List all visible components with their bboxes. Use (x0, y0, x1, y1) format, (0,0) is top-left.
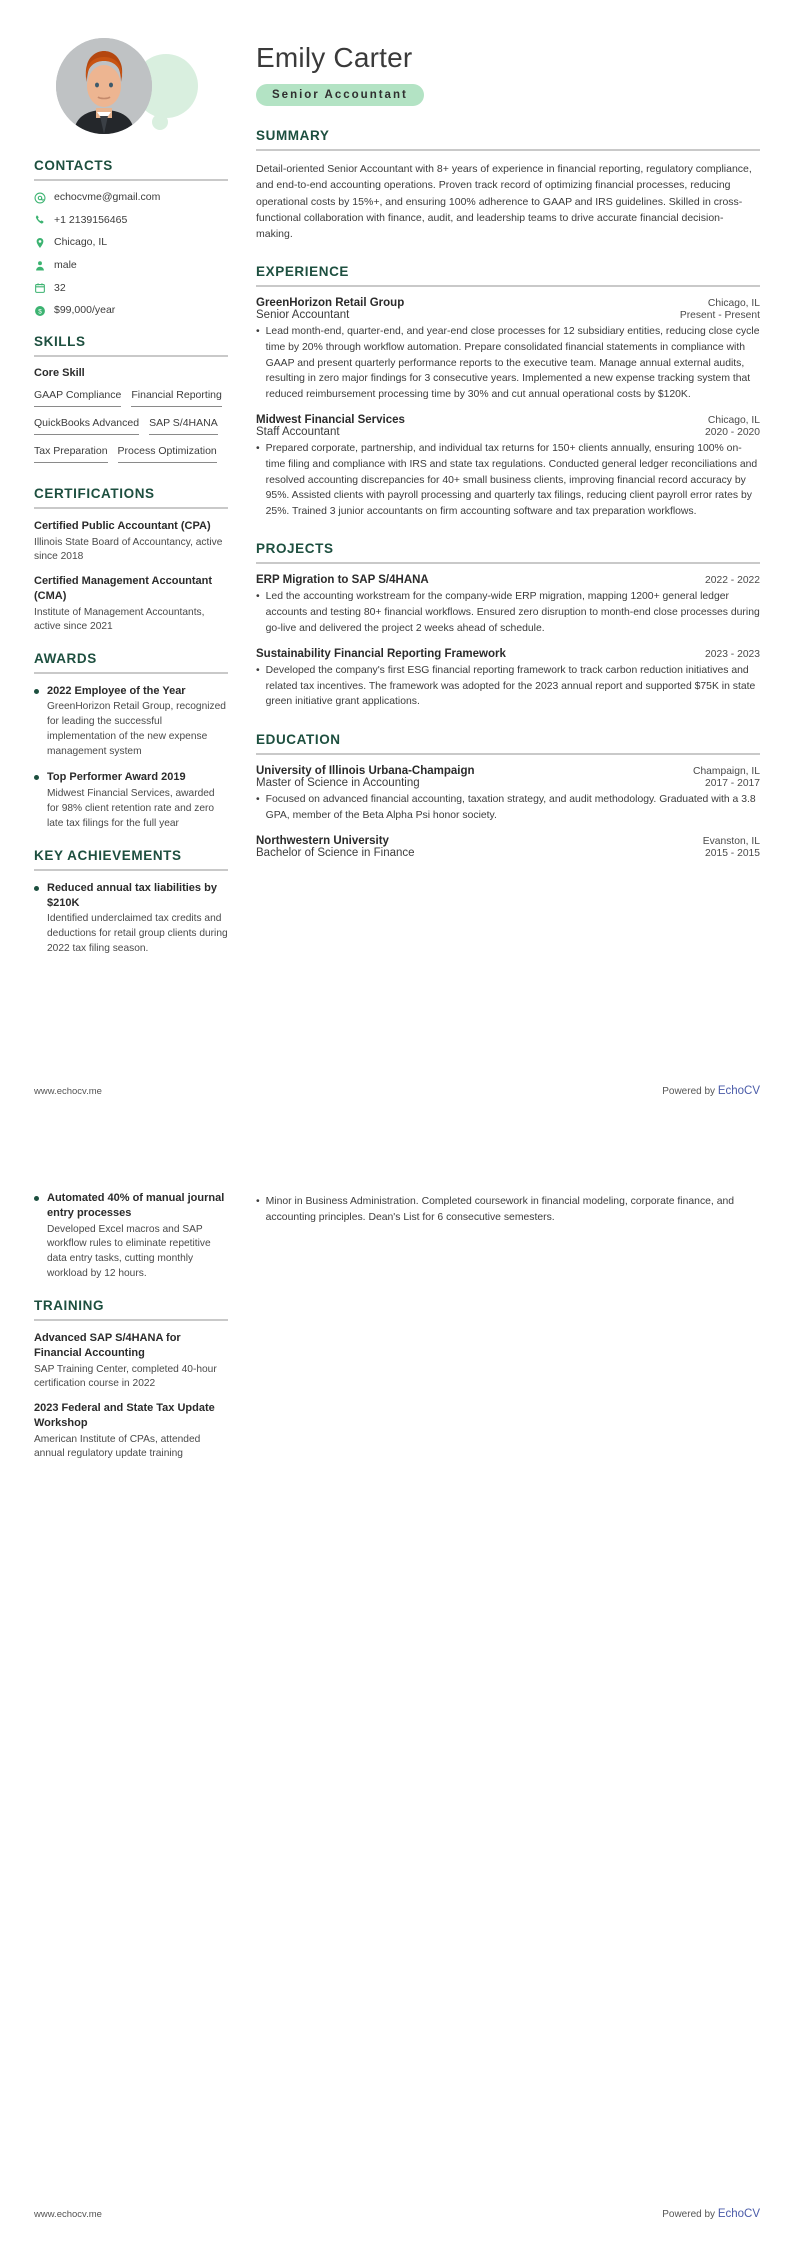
contact-location-value: Chicago, IL (54, 236, 108, 249)
experience-bullets (256, 324, 760, 402)
contact-salary (34, 304, 228, 318)
bullet-dot-icon (34, 1196, 39, 1201)
bullet-dot-icon (34, 689, 39, 694)
project-dates: 2023 - 2023 (705, 649, 760, 661)
award-item (34, 770, 228, 831)
certification-subtitle: Institute of Management Accountants, active since 2021 (34, 606, 205, 633)
certification-item (34, 574, 228, 634)
training-title: 2023 Federal and State Tax Update Workshop (34, 1402, 215, 1429)
summary-heading: SUMMARY (256, 128, 330, 143)
footer-brand (662, 2208, 760, 2220)
experience-location: Chicago, IL (707, 415, 760, 427)
education-dates: 2015 - 2015 (705, 848, 760, 860)
award-item (34, 684, 228, 760)
contact-email-value: echocvme@gmail.com (54, 191, 161, 203)
education-heading: EDUCATION (256, 732, 341, 748)
bullet-dot-icon (34, 886, 39, 891)
training-item (34, 1401, 228, 1461)
achievement-item (34, 1191, 228, 1282)
project-dates: 2022 - 2022 (705, 575, 760, 587)
footer-website[interactable]: www.echocv.me (34, 2208, 102, 2220)
project-bullets (256, 663, 760, 710)
education-bullets-continued (256, 1194, 760, 1225)
footer-brand-name: EchoCV (717, 2208, 760, 2220)
person-icon (34, 260, 46, 272)
skill-tag[interactable]: Tax Preparation (34, 442, 108, 463)
footer-brand-prefix: Powered by (662, 1086, 716, 1097)
left-sidebar (34, 30, 242, 1123)
experience-location: Chicago, IL (707, 298, 760, 310)
education-bullets (256, 792, 760, 823)
project-entry (256, 574, 760, 636)
contact-location (34, 236, 228, 250)
key-achievements-heading: KEY ACHIEVEMENTS (34, 847, 182, 863)
email-icon (34, 192, 46, 204)
phone-icon (34, 214, 46, 226)
skills-divider (34, 355, 228, 357)
page-footer (34, 2208, 760, 2220)
bullet-marker: • (256, 591, 260, 603)
location-icon (34, 237, 46, 249)
experience-heading: EXPERIENCE (256, 264, 350, 280)
education-location: Champaign, IL (693, 766, 760, 778)
contact-age (34, 282, 228, 296)
certification-subtitle: Illinois State Board of Accountancy, active since 2018 (34, 536, 223, 562)
project-title: Sustainability Financial Reporting Framework (256, 648, 506, 661)
contacts-divider (34, 179, 228, 181)
avatar (56, 38, 152, 134)
skill-tag[interactable]: QuickBooks Advanced (34, 414, 139, 435)
list-item (256, 1194, 760, 1225)
skills-heading: SKILLS (34, 333, 86, 349)
skill-tag[interactable]: SAP S/4HANA (149, 414, 218, 435)
certification-title: Certified Public Accountant (CPA) (34, 519, 211, 532)
summary-text: Detail-oriented Senior Accountant with 8+ years of experience in financial reporting, regulatory compliance, and end-to-end accounting operations. Proven track record of optimizing financial processes, reducing operational costs by 15%+, and ensuring 100% adherence to GAAP and IRS guidelines. Skilled in cross-functional collaboration with finance, audit, and leadership teams to drive accurate financial decision-making. (256, 163, 752, 241)
list-item (256, 663, 760, 710)
skills-list (34, 386, 228, 470)
awards-divider (34, 672, 228, 674)
experience-org: Midwest Financial Services (256, 414, 405, 427)
training-item (34, 1331, 228, 1391)
bullet-marker: • (256, 1196, 260, 1207)
experience-entry (256, 297, 760, 402)
summary-divider (256, 149, 760, 151)
experience-role: Staff Accountant (256, 426, 340, 439)
left-sidebar-page2 (34, 1153, 242, 2246)
bullet-marker: • (256, 443, 260, 455)
skill-tag[interactable]: Process Optimization (118, 442, 217, 463)
skills-group-title: Core Skill (34, 366, 85, 379)
award-description: Midwest Financial Services, awarded for 98% client retention rate and zero late tax filings for the full year (47, 788, 215, 829)
experience-bullets (256, 441, 760, 519)
experience-entry (256, 414, 760, 519)
achievement-title: Reduced annual tax liabilities by $210K (47, 881, 217, 909)
contact-gender (34, 259, 228, 273)
main-content-page2 (242, 1153, 760, 2246)
education-dates: 2017 - 2017 (705, 778, 760, 790)
contact-phone-value: +1 2139156465 (54, 213, 128, 226)
contact-phone[interactable] (34, 214, 228, 228)
awards-heading: AWARDS (34, 650, 97, 666)
training-subtitle: American Institute of CPAs, attended annual regulatory update training (34, 1433, 201, 1460)
project-entry (256, 648, 760, 710)
achievement-description: Identified underclaimed tax credits and deductions for retail group clients during 2022 tax filing season. (47, 913, 228, 954)
contacts-heading: CONTACTS (34, 158, 113, 173)
list-item (256, 441, 760, 519)
footer-brand-prefix: Powered by (662, 2209, 716, 2220)
experience-divider (256, 285, 760, 287)
contact-email[interactable] (34, 191, 228, 205)
bullet-dot-icon (34, 775, 39, 780)
resume-page-2 (0, 1123, 794, 2246)
footer-brand (662, 1085, 760, 1097)
education-org: Northwestern University (256, 835, 389, 848)
calendar-icon (34, 282, 46, 294)
bullet-text: Developed the company's first ESG financial reporting framework to track carbon reduction initiatives and related tax incentives. The framework was adopted for the 2023 annual report and supported $75K in state green initiative grant applications. (265, 665, 756, 708)
training-divider (34, 1319, 228, 1321)
contact-salary-value: $99,000/year (54, 304, 116, 317)
education-org: University of Illinois Urbana-Champaign (256, 765, 475, 778)
contact-age-value: 32 (54, 281, 66, 294)
training-title: Advanced SAP S/4HANA for Financial Accounting (34, 1331, 181, 1359)
bullet-text: Prepared corporate, partnership, and individual tax returns for 150+ clients annually, ensuring 100% on-time filing and compliance with IRS and state tax regulations. Conducted general ledger reconciliations and resolved accounting discrepancies for 40+ small business clients, improving financial record accuracy by 95%. Assisted clients with payroll processing and quarterly tax filings, reducing client payroll error rates by 25%. Trained 3 junior accountants on firm accounting software and tax preparation workflows. (265, 443, 758, 517)
contact-gender-value: male (54, 258, 77, 271)
award-title: 2022 Employee of the Year (47, 684, 186, 697)
achievement-item (34, 881, 228, 957)
decorative-blob-small (152, 114, 168, 130)
award-title: Top Performer Award 2019 (47, 771, 186, 784)
education-entry (256, 765, 760, 823)
projects-divider (256, 562, 760, 564)
bullet-text: Minor in Business Administration. Completed coursework in financial modeling, corporate finance, and accounting principles. Dean's List for 6 consecutive semesters. (265, 1196, 735, 1223)
education-location: Evanston, IL (702, 836, 760, 848)
list-item (256, 324, 760, 402)
certification-title: Certified Management Accountant (CMA) (34, 575, 213, 603)
certifications-divider (34, 507, 228, 509)
training-subtitle: SAP Training Center, completed 40-hour certification course in 2022 (34, 1363, 217, 1389)
role-badge: Senior Accountant (256, 84, 424, 106)
svg-text:$: $ (38, 308, 42, 316)
education-degree: Master of Science in Accounting (256, 777, 420, 790)
certification-item (34, 519, 228, 564)
projects-heading: PROJECTS (256, 541, 334, 557)
bullet-marker: • (256, 326, 260, 338)
bullet-marker: • (256, 665, 260, 677)
education-degree: Bachelor of Science in Finance (256, 847, 415, 860)
bullet-text: Led the accounting workstream for the company-wide ERP migration, mapping 1200+ general ledger accounts and testing 80+ financial workflows. Ensured zero disruption to month-end close processes during go-live and delivered the project 2 weeks ahead of schedule. (265, 591, 760, 634)
list-item (256, 792, 760, 823)
training-heading: TRAINING (34, 1297, 105, 1313)
bullet-marker: • (256, 794, 260, 806)
bullet-text: Focused on advanced financial accounting, taxation strategy, and audit methodology. Graduated with a 3.8 GPA, member of the Beta Alpha Psi honor society. (265, 794, 756, 821)
education-entry (256, 835, 760, 859)
project-title: ERP Migration to SAP S/4HANA (256, 574, 429, 587)
footer-brand-name: EchoCV (717, 1085, 760, 1097)
photo-area (34, 30, 242, 142)
experience-org: GreenHorizon Retail Group (256, 297, 405, 310)
bullet-text: Lead month-end, quarter-end, and year-end close processes for 12 subsidiary entities, reducing close cycle time by 20% through workflow automation. Prepare consolidated financial statements in compliance with GAAP and present quarterly performance reports to the executive team. Manage annual external audits, resulting in zero major findings for 3 consecutive years. Implemented a new expense tracking system that reduced reimbursement processing time by 30% and cut annual operational costs by $120K. (265, 326, 760, 400)
skill-tag[interactable]: GAAP Compliance (34, 386, 121, 407)
skill-tag[interactable]: Financial Reporting (131, 386, 221, 407)
salary-icon (34, 305, 46, 317)
experience-role: Senior Accountant (256, 309, 350, 322)
achievement-title: Automated 40% of manual journal entry processes (47, 1192, 225, 1219)
project-bullets (256, 589, 760, 636)
main-content (242, 30, 760, 1123)
footer-website[interactable]: www.echocv.me (34, 1085, 102, 1097)
certifications-heading: CERTIFICATIONS (34, 485, 155, 501)
award-description: GreenHorizon Retail Group, recognized for leading the successful implementation of the new expense management system (47, 701, 226, 757)
list-item (256, 589, 760, 636)
page-footer (34, 1085, 760, 1097)
key-achievements-divider (34, 869, 228, 871)
education-divider (256, 753, 760, 755)
experience-dates: 2020 - 2020 (705, 427, 760, 439)
achievement-description: Developed Excel macros and SAP workflow rules to eliminate repetitive data entry tasks, cutting monthly workload by 12 hours. (47, 1223, 211, 1280)
page-title: Emily Carter (256, 42, 413, 73)
experience-dates: Present - Present (679, 310, 760, 322)
